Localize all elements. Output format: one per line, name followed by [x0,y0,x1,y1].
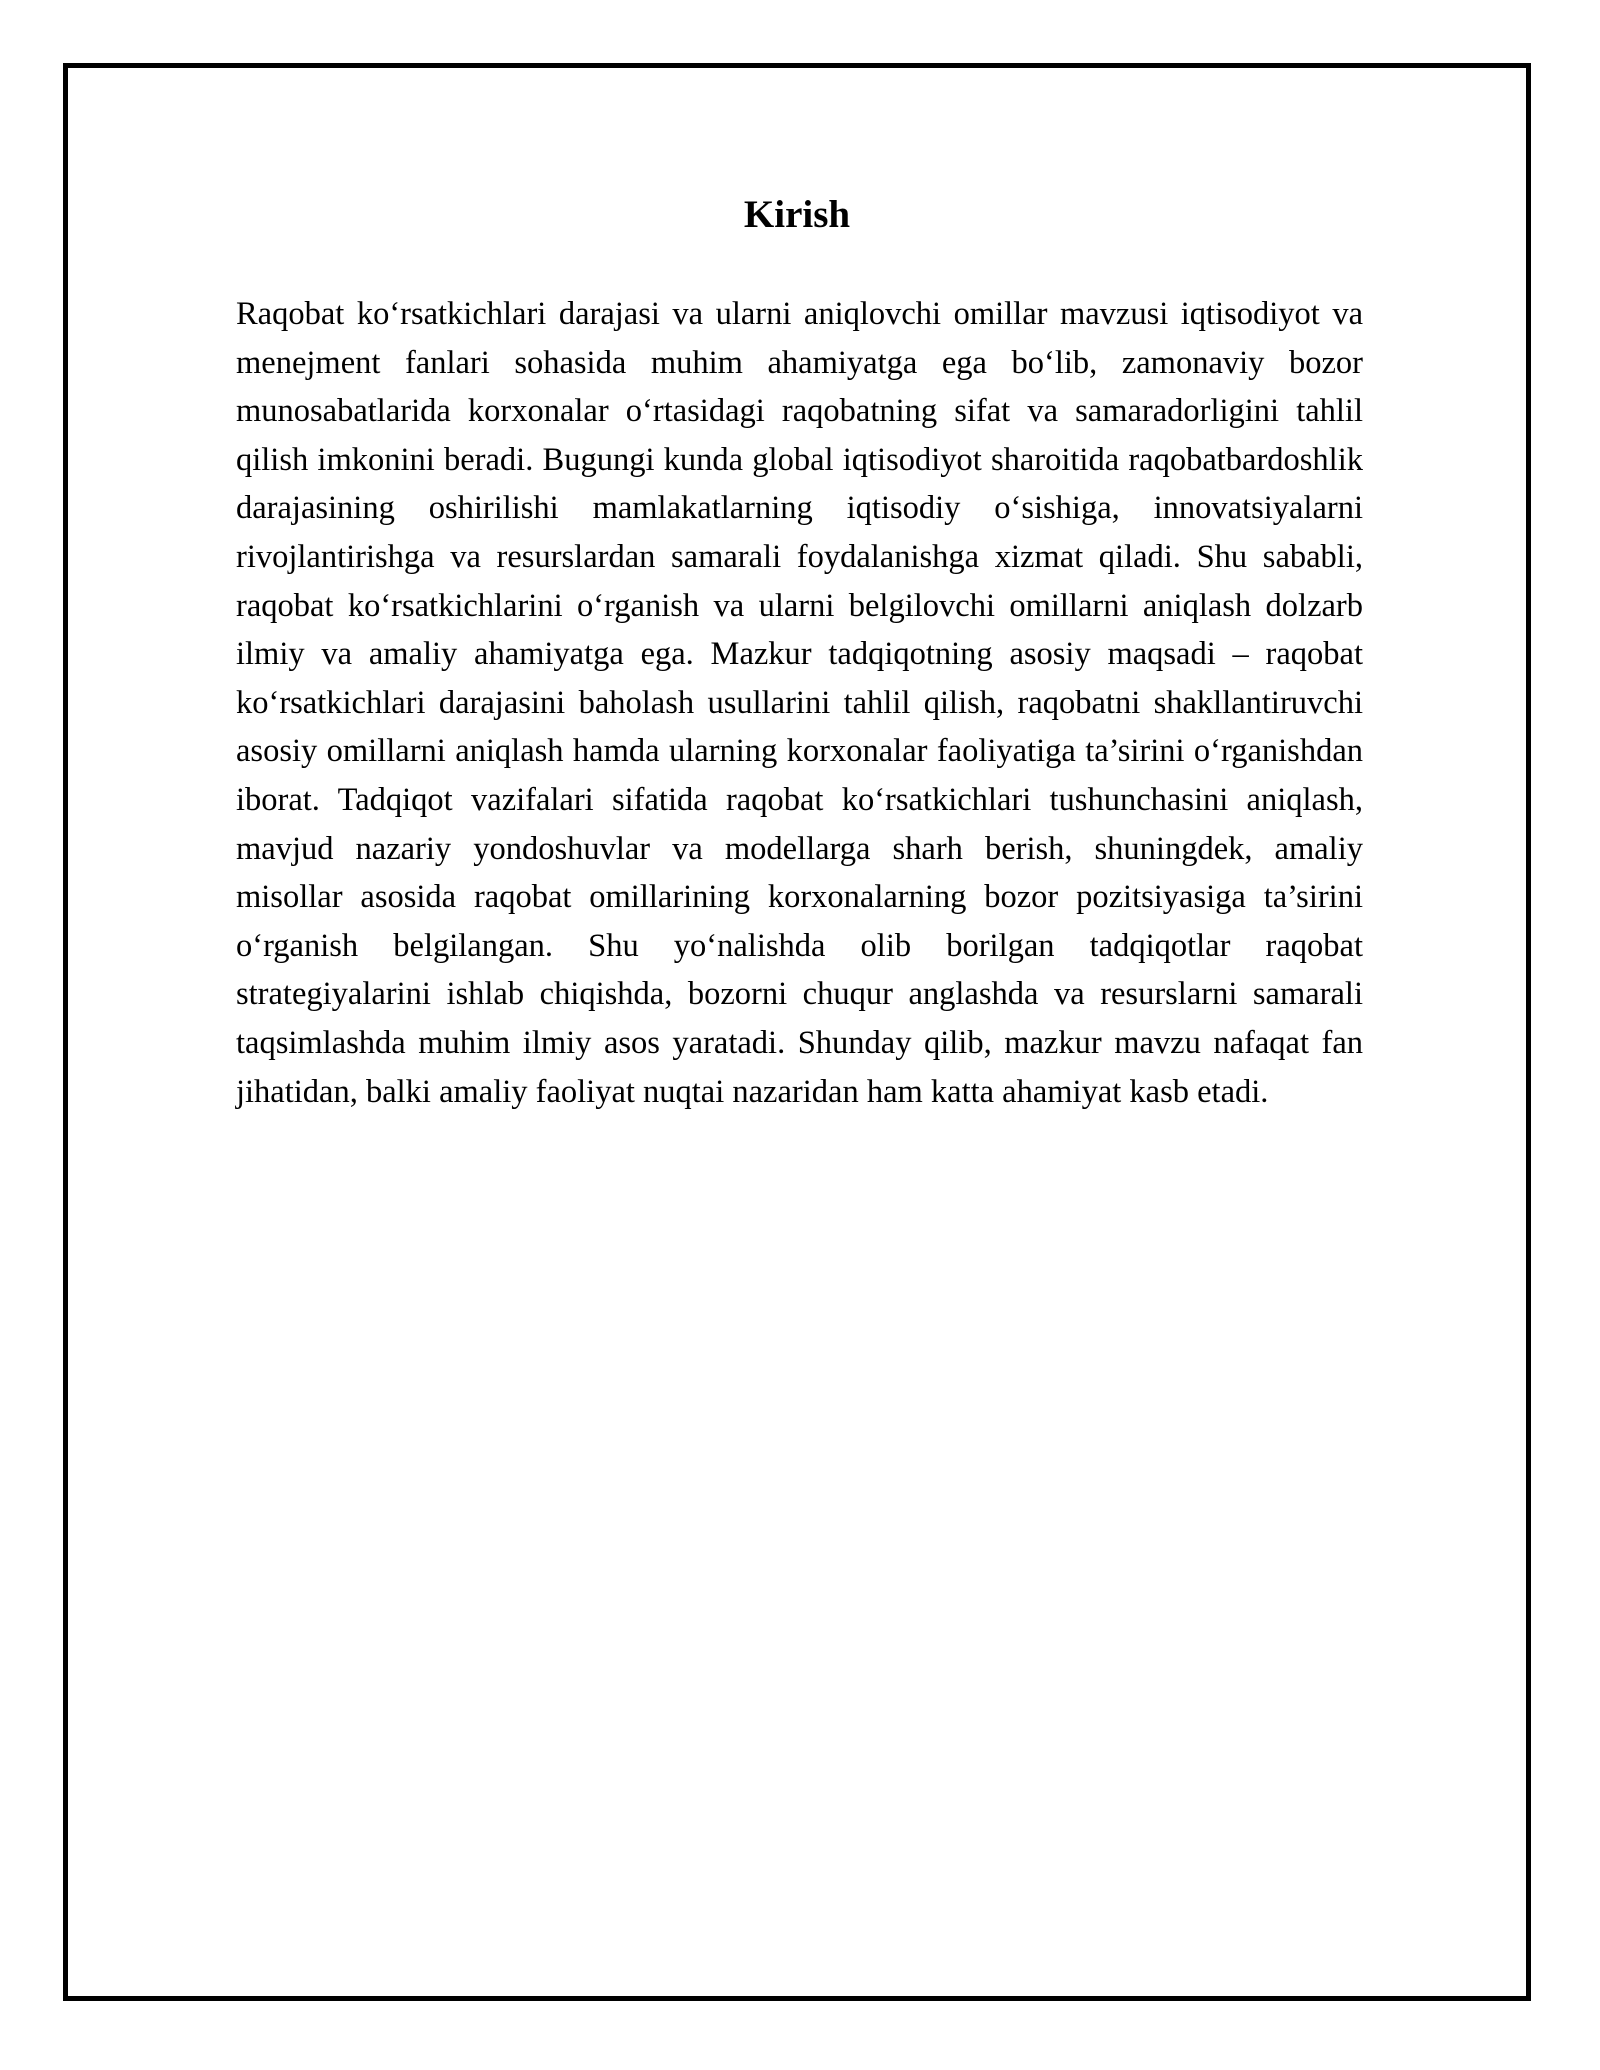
page-border-frame [63,63,1531,2001]
body-paragraph: Raqobat ko‘rsatkichlari darajasi va ularni aniqlovchi omillar mavzusi iqtisodiyot va menejment fanlari sohasida muhim ahamiyatga ega bo‘lib, zamonaviy bozor munosabatlarida korxonalar o‘rtasidagi raqobatning sifat va samaradorligini tahlil qilish imkonini beradi. Bugungi kunda global iqtisodiyot sharoitida raqobatbardoshlik darajasining oshirilishi mamlakatlarning iqtisodiy o‘sishiga, innovatsiyalarni rivojlantirishga va resurslardan samarali foydalanishga xizmat qiladi. Shu sababli, raqobat ko‘rsatkichlarini o‘rganish va ularni belgilovchi omillarni aniqlash dolzarb ilmiy va amaliy ahamiyatga ega. Mazkur tadqiqotning asosiy maqsadi – raqobat ko‘rsatkichlari darajasini baholash usullarini tahlil qilish, raqobatni shakllantiruvchi asosiy omillarni aniqlash hamda ularning korxonalar faoliyatiga ta’sirini o‘rganishdan iborat. Tadqiqot vazifalari sifatida raqobat ko‘rsatkichlari tushunchasini aniqlash, mavjud nazariy yondoshuvlar va modellarga sharh berish, shuningdek, amaliy misollar asosida raqobat omillarining korxonalarning bozor pozitsiyasiga ta’sirini o‘rganish belgilangan. Shu yo‘nalishda olib borilgan tadqiqotlar raqobat strategiyalarini ishlab chiqishda, bozorni chuqur anglashda va resurslarni samarali taqsimlashda muhim ilmiy asos yaratadi. Shunday qilib, mazkur mavzu nafaqat fan jihatidan, balki amaliy faoliyat nuqtai nazaridan ham katta ahamiyat kasb etadi. [236,296,1363,1110]
page-title: Kirish [743,193,851,236]
